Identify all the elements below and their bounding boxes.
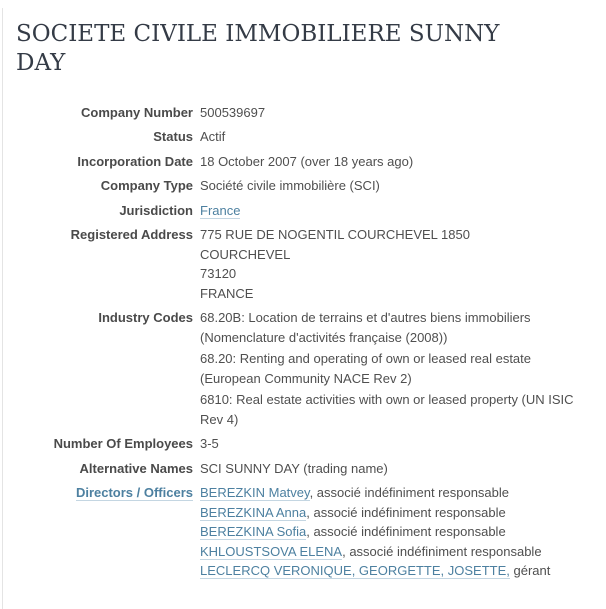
attribute-value-jurisdiction: [200, 201, 590, 221]
attribute-label-number-of-employees: Number Of Employees: [53, 436, 193, 452]
attribute-label-company-number: Company Number: [81, 104, 193, 120]
director-link[interactable]: LECLERCQ VERONIQUE, GEORGETTE, JOSETTE,: [200, 563, 510, 579]
industry-codes-list: [200, 308, 590, 429]
attribute-label-jurisdiction: Jurisdiction: [119, 202, 193, 218]
address-line: 73120: [200, 266, 237, 282]
address-line: FRANCE: [200, 285, 254, 301]
attribute-value-incorporation-date: 18 October 2007 (over 18 years ago): [200, 153, 414, 169]
director-link[interactable]: BEREZKINA Sofia: [200, 524, 307, 540]
director-link[interactable]: KHLOUSTSOVA ELENA: [200, 543, 343, 559]
attribute-value-alternative-names: SCI SUNNY DAY (trading name): [200, 460, 388, 476]
attribute-label-company-type: Company Type: [100, 178, 193, 194]
industry-code-item: 68.20: Renting and operating of own or leased real estate (European Community NACE Rev 2): [200, 351, 532, 386]
attribute-label-industry-codes: Industry Codes: [98, 310, 193, 326]
attribute-value-company-number: 500539697: [200, 104, 266, 120]
director-item: [200, 561, 590, 581]
attribute-value-company-type: Société civile immobilière (SCI): [200, 178, 380, 194]
attribute-label-registered-address: Registered Address: [70, 227, 193, 243]
director-role: , associé indéfiniment responsable: [342, 543, 542, 559]
page-title: SOCIETE CIVILE IMMOBILIERE SUNNY DAY: [16, 21, 500, 77]
attribute-value-directors-officers: [200, 483, 590, 581]
director-role: , associé indéfiniment responsable: [309, 485, 510, 501]
director-role: , associé indéfiniment responsable: [306, 504, 506, 520]
address-lines: [200, 225, 590, 303]
director-link[interactable]: BEREZKINA Anna: [200, 504, 307, 520]
director-role: , associé indéfiniment responsable: [306, 524, 506, 540]
attribute-label-incorporation-date: Incorporation Date: [77, 153, 193, 169]
director-item: [200, 483, 590, 503]
company-attributes: [16, 103, 590, 581]
attribute-value-number-of-employees: 3-5: [200, 436, 219, 452]
director-item: [200, 503, 590, 523]
attribute-label-directors-officers: [16, 483, 193, 503]
jurisdiction-link[interactable]: France: [200, 202, 241, 218]
industry-code-item: 6810: Real estate activities with own or leased property (UN ISIC Rev 4): [200, 392, 574, 427]
attribute-value-registered-address: [200, 225, 590, 303]
director-item: [200, 542, 590, 562]
address-line: COURCHEVEL: [200, 246, 291, 262]
directors-officers-link[interactable]: Directors / Officers: [75, 485, 193, 501]
directors-list: [200, 483, 590, 581]
attribute-value-status: Actif: [200, 129, 226, 145]
attribute-value-industry-codes: [200, 308, 590, 429]
company-profile-page: [2, 8, 604, 609]
attribute-label-alternative-names: Alternative Names: [79, 460, 193, 476]
director-item: [200, 522, 590, 542]
director-role: gérant: [509, 563, 551, 579]
attribute-label-status: Status: [153, 129, 193, 145]
director-link[interactable]: BEREZKIN Matvey: [200, 485, 310, 501]
industry-code-item: 68.20B: Location de terrains et d'autres biens immobiliers (Nomenclature d'activités française (2008)): [200, 310, 531, 345]
address-line: 775 RUE DE NOGENTIL COURCHEVEL 1850: [200, 227, 470, 243]
